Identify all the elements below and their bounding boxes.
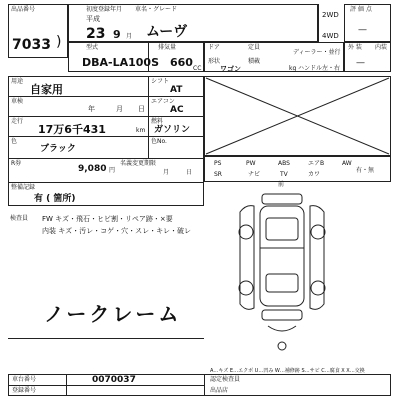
- capacity-label: 定員: [248, 44, 261, 51]
- handle-value: 左・右: [322, 65, 341, 72]
- recycle-unit: 円: [109, 167, 116, 174]
- maker-grade-label: 車名・グレード: [135, 6, 178, 13]
- ac-label: エアコン: [151, 98, 175, 105]
- equip-aw: AW: [342, 160, 352, 167]
- color-label: 色: [11, 138, 18, 145]
- inspection-day: 日: [138, 105, 145, 113]
- color-no-label: 色No.: [151, 138, 167, 145]
- recycle-deposit-label: 名義変更期限: [120, 160, 157, 167]
- drive-2wd: 2WD: [322, 11, 339, 19]
- dealer-label: ディーラー・並行: [293, 49, 341, 56]
- chassis-label: 車台番号: [12, 376, 37, 383]
- damage-legend: A…キズ E…エクボ U…凹み W…補修跡 S…サビ C…腐食 X X…交換: [210, 368, 365, 374]
- body-label: 形状: [208, 58, 221, 65]
- recycle-day: 日: [186, 169, 193, 176]
- reg-number-label: 登録番号: [12, 387, 37, 394]
- use-label: 用途: [11, 78, 24, 85]
- car-name: ムーヴ: [146, 24, 188, 40]
- weight-unit: kg: [289, 65, 297, 72]
- maintenance-label: 整備記録: [11, 184, 36, 191]
- cc-unit: CC: [193, 65, 202, 72]
- chassis-value: 0070037: [92, 375, 136, 385]
- body-value: ワゴン: [220, 65, 241, 73]
- model-value: DBA-LA100S: [82, 56, 159, 69]
- equip-airbag: エアB: [308, 160, 325, 167]
- interior-notes: 内装 キズ・汚レ・コゲ・穴・スレ・キレ・破レ: [42, 227, 192, 235]
- auction-sheet: [8, 4, 391, 396]
- notes-cross-out: [204, 76, 391, 156]
- first-reg-label: 初度登録年月: [86, 6, 123, 13]
- fuel-value: ガソリン: [154, 125, 191, 135]
- use-value: 自家用: [30, 83, 63, 96]
- equip-tv: TV: [280, 171, 288, 178]
- color-value: ブラック: [40, 144, 76, 154]
- displacement-value: 660: [170, 56, 193, 69]
- equip-pw: PW: [246, 160, 256, 167]
- drive-4wd: 4WD: [322, 32, 339, 40]
- shift-value: AT: [170, 85, 183, 95]
- km-unit: km: [136, 127, 146, 134]
- inspection-label: 車検: [11, 98, 24, 105]
- door-label: ドア: [208, 44, 220, 51]
- front-label: 前: [278, 181, 285, 188]
- handle-label: ハンドル: [298, 65, 323, 72]
- equip-yes-no: 有・無: [356, 167, 375, 174]
- exterior-notes: FW キズ・飛石・ヒビ割・リペア跡・×要: [42, 215, 173, 223]
- lot-number: 7033: [12, 37, 51, 53]
- score-dash: —: [358, 25, 367, 35]
- lot-label: 出品番号: [11, 6, 36, 13]
- shop-label: 出品店: [210, 387, 229, 394]
- interior-label: 内装: [375, 44, 388, 51]
- inspection-year: 年: [88, 105, 95, 113]
- equip-navi: ナビ: [248, 171, 261, 178]
- era-label: 平成: [86, 15, 100, 23]
- lot-bracket: ): [56, 34, 62, 50]
- equip-ps: PS: [214, 160, 222, 167]
- score-label: 評 価 点: [350, 6, 372, 13]
- fuel-label: 燃料: [151, 118, 164, 125]
- exterior-label: 外 装: [348, 44, 362, 51]
- equip-kawa: カワ: [308, 171, 321, 178]
- reg-month: 9: [113, 28, 121, 41]
- handwritten-note: ノークレーム: [44, 302, 182, 326]
- recycle-month: 月: [163, 169, 170, 176]
- auth-inspector-label: 認定検査員: [210, 376, 241, 383]
- equip-sr: SR: [214, 171, 222, 178]
- mileage-value: 17万6千431: [38, 123, 106, 136]
- ac-value: AC: [170, 105, 184, 115]
- mileage-label: 走行: [11, 118, 24, 125]
- inspector-label: 検査員: [10, 215, 29, 222]
- displacement-label: 排気量: [158, 44, 177, 51]
- reg-year: 23: [86, 26, 106, 42]
- inspection-month: 月: [116, 105, 123, 113]
- car-damage-diagram: [232, 188, 332, 356]
- shift-label: シフト: [151, 78, 170, 85]
- exterior-dash: —: [356, 58, 365, 68]
- reg-month-unit: 月: [126, 33, 133, 40]
- recycle-label: R券: [11, 160, 22, 167]
- maintenance-value: 有 ( 箇所): [34, 194, 76, 204]
- recycle-value: 9,080: [78, 164, 107, 174]
- model-label: 型式: [86, 44, 99, 51]
- load-label: 積載: [248, 58, 261, 65]
- equip-abs: ABS: [278, 160, 290, 167]
